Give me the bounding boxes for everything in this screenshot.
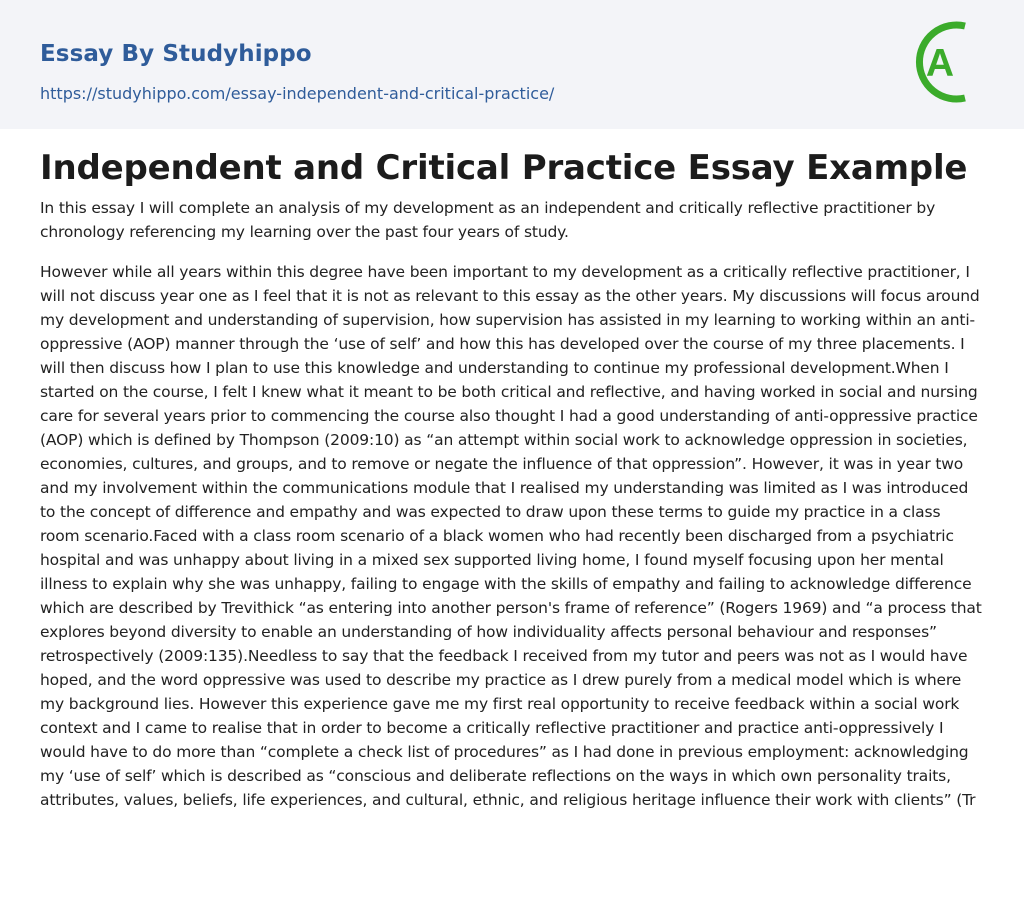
intro-paragraph: In this essay I will complete an analysis of my development as an independent and critically reflective practitioner by chronology referencing my learning over the past four years of study.	[40, 199, 936, 241]
site-header	[0, 0, 1024, 129]
studyhippo-logo-icon[interactable]	[909, 19, 991, 105]
article	[0, 129, 1024, 812]
page-title: Independent and Critical Practice Essay Example	[40, 148, 968, 188]
site-name[interactable]: Essay By Studyhippo	[40, 41, 312, 67]
body-paragraph: However while all years within this degree have been important to my development as a critically reflective practitioner, I will not discuss year one as I feel that it is not as relevant to this essay as the other years. My discussions will focus around my development and understanding of supervision, how supervision has assisted in my learning to working within an anti-oppressive (AOP) manner through the ‘use of self’ and how this has developed over the course of my three placements. I will then discuss how I plan to use this knowledge and understanding to continue my professional development.When I started on the course, I felt I knew what it meant to be both critical and reflective, and having worked in social and nursing care for several years prior to commencing the course also thought I had a good understanding of anti-oppressive practice (AOP) which is defined by Thompson (2009:10) as “an attempt within social work to acknowledge oppression in societies, economies, cultures, and groups, and to remove or negate the influence of that oppression”. However, it was in year two and my involvement within the communications module that I realised my understanding was limited as I was introduced to the concept of difference and empathy and was expected to draw upon these terms to guide my practice in a class room scenario.Faced with a class room scenario of a black women who had recently been discharged from a psychiatric hospital and was unhappy about living in a mixed sex supported living home, I found myself focusing upon her mental illness to explain why she was unhappy, failing to engage with the skills of empathy and failing to acknowledge difference which are described by Trevithick “as entering into another person's frame of reference” (Rogers 1969) and “a process that explores beyond diversity to enable an understanding of how individuality affects personal behaviour and responses” retrospectively (2009:135).Needless to say that the feedback I received from my tutor and peers was not as I would have hoped, and the word oppressive was used to describe my practice as I drew purely from a medical model which is where my background lies. However this experience gave me my first real opportunity to receive feedback within a social work context and I came to realise that in order to become a critically reflective practitioner and practice anti-oppressively I would have to do more than “complete a check list of procedures” as I had done in previous employment: acknowledging my ‘use of self’ which is described as “conscious and deliberate reflections on the ways in which own personality traits, attributes, values, beliefs, life experiences, and cultural, ethnic, and religious heritage influence their work with clients” (Tr	[40, 263, 982, 809]
logo-letter: A	[925, 42, 955, 85]
page-url-link[interactable]: https://studyhippo.com/essay-independent-and-critical-practice/	[40, 84, 555, 103]
